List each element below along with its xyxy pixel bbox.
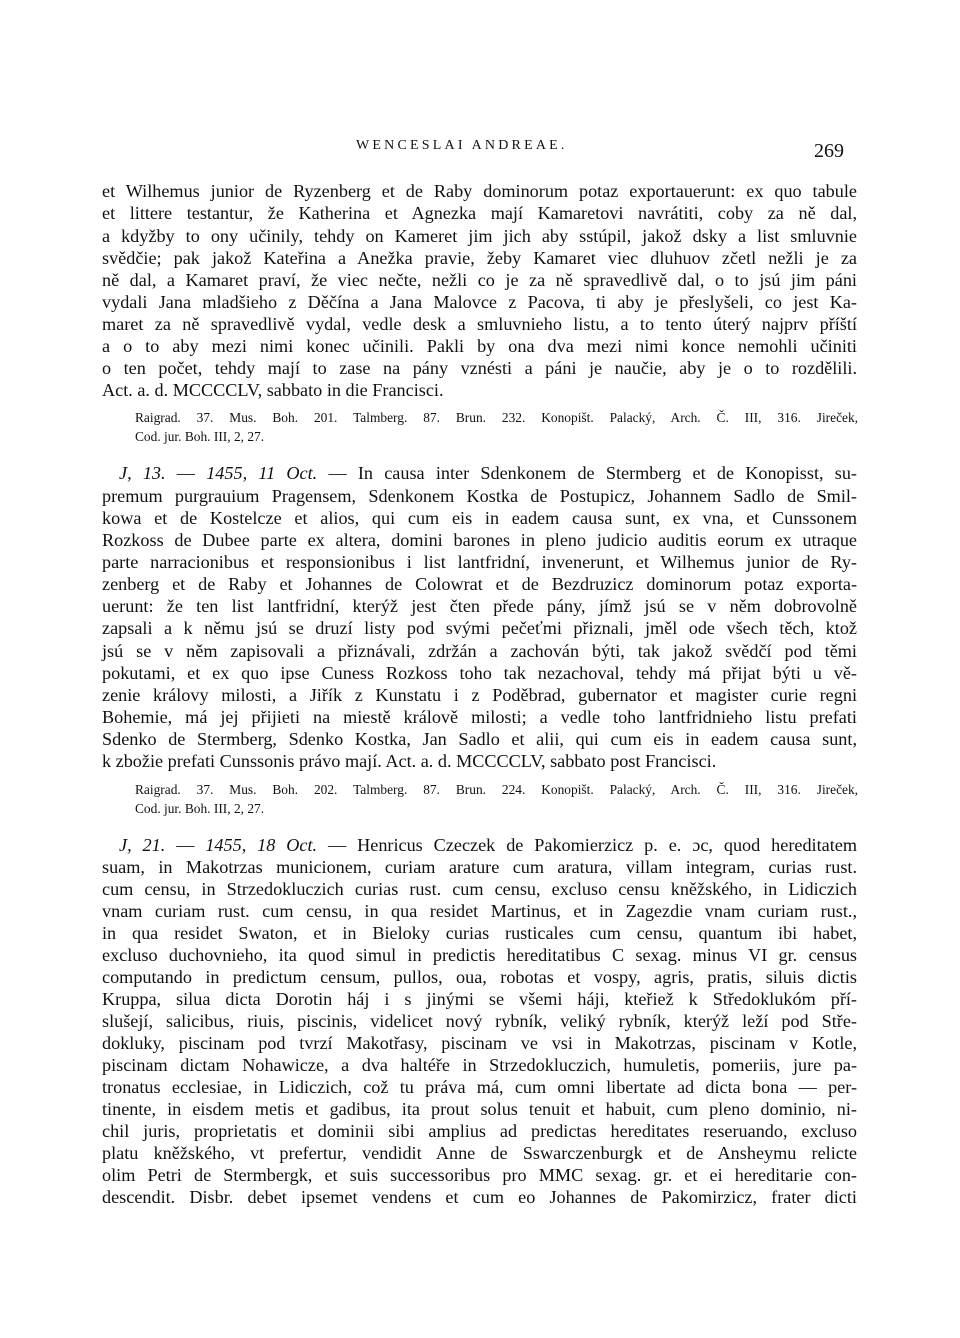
text-line: maret za ně spravedlivě vydal, vedle desk a smluvnieho listu, a to tento úterý najprv příští [102,314,857,334]
reference-line: Cod. jur. Boh. III, 2, 27. [135,429,265,444]
text-line: vydali Jana mladšieho z Děčína a Jana Malovce z Pacova, ti aby je přeslyšeli, co jest Ka- [102,292,857,312]
text-line: olim Petri de Stermbergk, et suis successoribus pro MMC sexag. gr. et ei hereditarie con- [102,1165,857,1185]
running-head: WENCESLAI ANDREAE. [356,138,568,153]
entry-heading-line [119,462,857,484]
text-line: ně dal, a Kamaret praví, že viec nečte, nežli co je za ně spravedlivě dal, o to jsú jim páni [102,270,857,290]
text-line: zapsali a k němu jsú se druzí listy pod svými pečeťmi přiznali, jměl ode všech těch, ktož [102,618,857,638]
text-line: slušejí, salicibus, riuis, piscinis, videlicet nový rybník, veliký rybník, kterýž leží pod Stře- [102,1011,857,1031]
text-line: suam, in Makotrzas municionem, curiam arature cum aratura, villam integram, curias rust. [102,857,857,877]
text-line: parte narracionibus et responsionibus i list lantfridní, invenerunt, et Wilhemus junior de Ry- [102,552,857,572]
text-line: svědčie; pak jakož Kateřina a Anežka pravie, žeby Kamaret viec dluhuov zčetl nežli je za [102,248,857,268]
dash: — [165,463,207,483]
text-line: piscinam dictam Nohawicze, a dva haltéře in Strzedokluczich, humuletis, pomeriis, jure pa- [102,1055,857,1075]
text-line: descendit. Disbr. debet ipsemet vendens et cum eo Johannes de Pakomirzicz, frater dicti [102,1187,857,1207]
text-line: Kruppa, silua dicta Dorotin háj i s jinými se všemi háji, kteřiež k Středoklukóm pří- [102,989,857,1009]
text-line: uerunt: že ten list lantfridní, kterýž jest čten přede pány, jímž jsú se v něm dobrovolně [102,596,857,616]
text-line: k zbožie prefati Cunssonis právo mají. Act. a. d. MCCCCLV, sabbato post Francisci. [102,751,717,771]
text-line: a o to aby mezi nimi konec učinili. Pakli by ona dva mezi nimi konce nemohli učiniti [102,336,857,356]
entry-date: 1455, 18 Oct. [205,835,318,855]
text-line: dokluky, piscinam pod tvrzí Makotřasy, piscinam ve vsi in Makotrzas, piscinam v Kotle, [102,1033,857,1053]
text-line: jsú se v něm zapisovali a přiznávali, zdržán a zachován býti, tak jakož svědčí pod těmi [102,641,857,661]
text-line: in qua residet Swaton, et in Bieloky curias rusticales cum censu, quantum ibi habet, [102,923,857,943]
text-line: a kdyžby to ony učinily, tehdy on Kameret jim jich aby sstúpil, jakož dsky a list smluvnie [102,226,857,246]
text-line: excluso duchovnieho, ita quod simul in predictis hereditatibus C sexag. minus VI gr. census [102,945,857,965]
dash: — [165,835,206,855]
reference-line: Cod. jur. Boh. III, 2, 27. [135,801,265,816]
entry-number: J, 21. [119,835,166,855]
entry-text: In causa inter Sdenkonem de Stermberg et de Konopisst, su- [357,463,857,483]
entry-heading-line [119,834,857,856]
text-line: vnam curiam rust. cum censu, in qua residet Martinus, et in Zagezdie vnam curiam rust., [102,901,857,921]
text-line: premum purgrauium Pragensem, Sdenkonem Kostka de Postupicz, Johannem Sadlo de Smil- [102,486,857,506]
text-line: computando in predictum censum, pullos, oua, robotas et vospy, agris, pratis, siluis dictis [102,967,857,987]
dash: — [317,835,358,855]
entry-text: Henricus Czeczek de Pakomierzicz p. e. ɔc, quod hereditatem [357,835,858,855]
reference-line: Raigrad. 37. Mus. Boh. 201. Talmberg. 87. Brun. 232. Konopišt. Palacký, Arch. Č. III, 316. Jireček, [135,410,858,425]
dash: — [317,463,358,483]
text-line: kowa et de Kostelcze et alios, qui cum eis in eadem causa sunt, ex vna, et Cunssonem [102,508,857,528]
text-line: Bohemie, má jej přijieti na miestě králově milosti; a vedle toho lantfridnieho listu prefati [102,707,857,727]
page-number: 269 [814,140,844,162]
text-line: tinente, in eisdem metis et gadibus, ita prout solus tenuit et habuit, cum pleno dominio, ni- [102,1099,857,1119]
text-line: et littere testantur, že Katherina et Agnezka mají Kamaretovi navrátiti, coby za ně dal, [102,203,857,223]
text-line: zenie královy milosti, a Jiřík z Kunstatu i z Poděbrad, gubernator et magister curie regni [102,685,857,705]
entry-date: 1455, 11 Oct. [206,463,318,483]
text-line: et Wilhemus junior de Ryzenberg et de Raby dominorum potaz exportauerunt: ex quo tabule [102,181,857,201]
text-line: Sdenko de Stermberg, Sdenko Kostka, Jan Sadlo et alii, qui cum eis in eadem causa sunt, [102,729,857,749]
text-line: zenberg et de Raby et Johannes de Colowrat et de Bezdruzicz dominorum potaz exporta- [102,574,857,594]
reference-line: Raigrad. 37. Mus. Boh. 202. Talmberg. 87. Brun. 224. Konopišt. Palacký, Arch. Č. III, 316. Jireček, [135,782,858,797]
text-line: pokutami, et ex quo ipse Cuness Rozkoss toho tak nezachoval, tehdy má přijat býti u vě- [102,663,857,683]
text-line: Rozkoss de Dubee parte ex altera, domini barones in pleno judicio auditis eorum ex utraque [102,530,857,550]
text-line: chil juris, proprietatis et dominii sibi amplius ad predictas hereditates reseruando, excluso [102,1121,857,1141]
text-line: Act. a. d. MCCCCLV, sabbato in die Francisci. [102,380,444,400]
text-line: cum censu, in Strzedokluczich curias rust. cum censu, excluso censu kněžského, in Lidiczich [102,879,857,899]
entry-number: J, 13. [119,463,166,483]
text-line: platu kněžského, vt prefertur, vendidit Anne de Sswarczenburgk et de Ansheymu relicte [102,1143,857,1163]
text-line: tronatus ecclesiae, in Lidiczich, což tu práva má, cum omni libertate ad dicta bona — per- [102,1077,857,1097]
text-line: o ten počet, tehdy mají to zase na pány vznésti a páni je naučie, aby je o to rozdělili. [102,358,857,378]
